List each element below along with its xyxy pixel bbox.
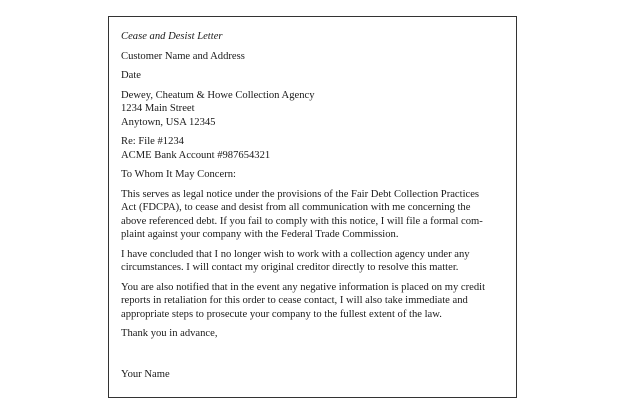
recipient-line: Anytown, USA 12345 [121, 116, 216, 128]
paragraph-line: This serves as legal notice under the provisions of the Fair Debt Collection Practices [121, 188, 480, 200]
letter-date: Date [121, 70, 141, 81]
paragraph-line: I have concluded that I no longer wish to work with a collection agency under any [121, 248, 470, 260]
salutation: To Whom It May Concern: [121, 169, 236, 180]
letter-title: Cease and Desist Letter [121, 31, 223, 42]
paragraph-line: circumstances. I will contact my original creditor directly to resolve this matter. [121, 262, 459, 273]
body-paragraph-2 [121, 248, 506, 275]
customer-name-address: Customer Name and Address [121, 50, 245, 62]
paragraph-line: above referenced debt. If you fail to comply with this notice, I will file a formal com- [121, 215, 483, 227]
paragraph-line: appropriate steps to prosecute your company to the fullest extent of the law. [121, 308, 442, 320]
reference-line: Re: File #1234 [121, 136, 184, 147]
paragraph-line: reports in retaliation for this order to cease contact, I will also take immediate and [121, 295, 468, 306]
body-paragraph-3 [121, 281, 506, 322]
recipient-line: Dewey, Cheatum & Howe Collection Agency [121, 89, 315, 101]
paragraph-line: You are also notified that in the event any negative information is placed on my credit [121, 281, 486, 293]
reference-line: ACME Bank Account #987654321 [121, 149, 271, 161]
signature-name: Your Name [121, 368, 170, 380]
letter-document [108, 16, 517, 398]
closing-line: Thank you in advance, [121, 328, 218, 339]
body-paragraph-1 [121, 188, 506, 242]
reference-block [121, 135, 506, 162]
recipient-address [121, 89, 506, 130]
recipient-line: 1234 Main Street [121, 103, 195, 114]
signature-space [121, 341, 506, 368]
paragraph-line: Act (FDCPA), to cease and desist from all communication with me concerning the [121, 202, 471, 213]
paragraph-line: plaint against your company with the Federal Trade Commission. [121, 229, 399, 240]
